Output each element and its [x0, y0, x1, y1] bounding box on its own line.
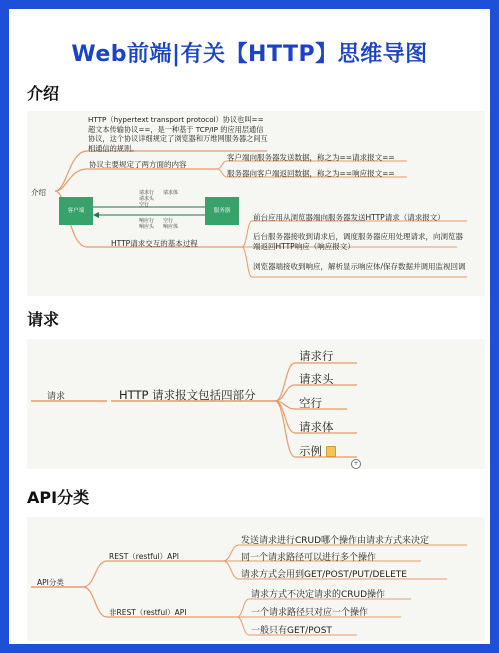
diagram-response-label-2: 响应头 — [139, 224, 155, 230]
section-heading-api: API分类 — [27, 488, 90, 507]
section-heading-intro: 介绍 — [27, 84, 60, 103]
collapse-toggle-icon[interactable]: + — [351, 459, 361, 469]
intro-request-message: 客户端向服务器发送数据，称之为==请求报文== — [227, 153, 395, 162]
diagram-request-label-4: 请求体 — [163, 190, 179, 196]
intro-description: HTTP（hypertext transport protocol）协议也叫==超文本传输协议==，是一种基于 TCP/IP 的应用层通信协议，这个协议详细规定了浏览器和万维网服务器之间互相通信的规则。 — [88, 115, 268, 153]
intro-branch-process: HTTP请求交互的基本过程 — [111, 239, 198, 248]
intro-response-message: 服务器向客户端返回数据，称之为==响应报文== — [227, 169, 395, 178]
intro-process-step-1: 前台应用从浏览器端向服务器发送HTTP请求（请求报文） — [253, 213, 445, 222]
api-non-rest-child-3: 一般只有GET/POST — [251, 626, 332, 636]
intro-branch-content: 协议主要规定了两方面的内容 — [89, 160, 187, 169]
page-title: Web前端|有关【HTTP】思维导图 — [71, 42, 428, 67]
diagram-client-box: 客户端 — [59, 197, 93, 225]
intro-root-node: 介绍 — [31, 188, 46, 197]
diagram-server-box: 服务器 — [205, 197, 239, 225]
request-mindmap-card — [27, 339, 485, 469]
intro-process-step-2: 后台服务器接收到请求后，调度服务器应用处理请求，向浏览器端返回HTTP响应（响应报文） — [253, 232, 463, 251]
request-branch-node: HTTP 请求报文包括四部分 — [119, 388, 256, 402]
api-mindmap-card — [27, 517, 485, 641]
mindmap-page — [9, 9, 490, 644]
diagram-response-label-1: 响应行 — [139, 218, 155, 224]
diagram-request-label-3: 空行 — [139, 202, 150, 208]
intro-process-step-3: 浏览器端接收到响应，解析显示响应体/保存数据并调用监视回调 — [253, 262, 466, 271]
diagram-request-label-1: 请求行 — [139, 190, 155, 196]
api-rest-node: REST（restful）API — [109, 552, 180, 561]
request-child-body: 请求体 — [299, 420, 334, 434]
api-rest-child-3: 请求方式会用到GET/POST/PUT/DELETE — [241, 570, 407, 580]
diagram-response-label-4: 响应体 — [163, 224, 179, 230]
api-non-rest-child-1: 请求方式不决定请求的CRUD操作 — [251, 590, 386, 600]
diagram-response-label-3: 空行 — [163, 218, 174, 224]
request-child-blank: 空行 — [299, 396, 322, 410]
diagram-request-label-2: 请求头 — [139, 196, 155, 202]
api-rest-child-2: 同一个请求路径可以进行多个操作 — [241, 553, 377, 563]
section-heading-request: 请求 — [27, 310, 60, 329]
api-root-node: API分类 — [37, 578, 64, 587]
request-child-header: 请求头 — [299, 372, 334, 386]
request-child-line: 请求行 — [299, 349, 334, 363]
request-connector-lines — [27, 339, 485, 469]
api-non-rest-child-2: 一个请求路径只对应一个操作 — [251, 608, 369, 618]
request-child-example-label: 示例 — [299, 444, 322, 458]
note-icon — [326, 446, 336, 457]
intro-mindmap-card — [27, 111, 485, 296]
request-child-example — [299, 443, 336, 459]
api-rest-child-1: 发送请求进行CRUD哪个操作由请求方式来决定 — [241, 536, 430, 546]
request-root-node: 请求 — [47, 392, 66, 402]
api-non-rest-node: 非REST（restful）API — [109, 608, 187, 617]
